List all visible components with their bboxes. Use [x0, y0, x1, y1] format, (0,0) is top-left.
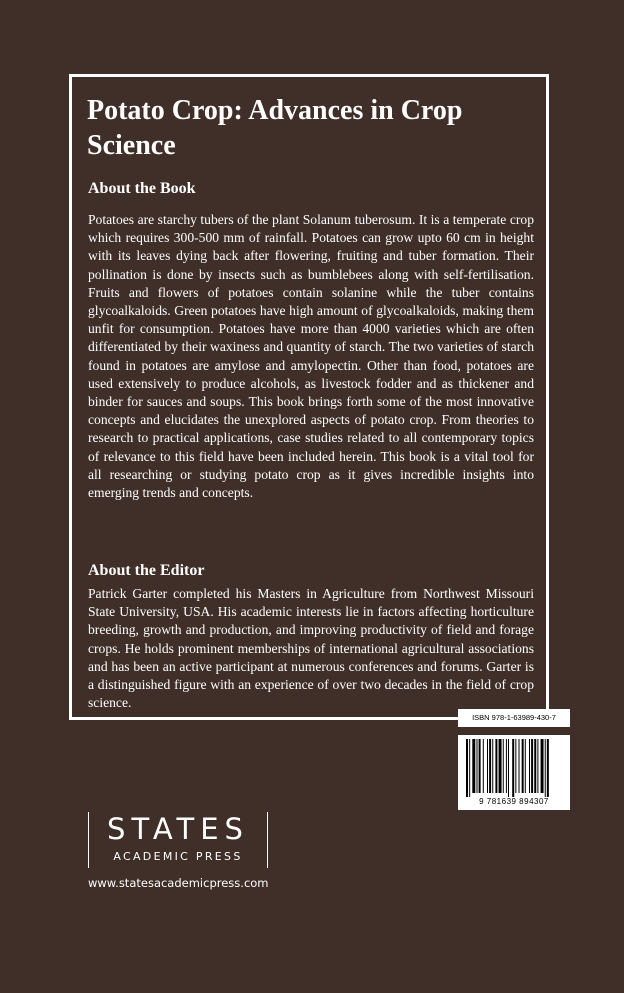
barcode-bar	[489, 739, 491, 793]
barcode-bar	[525, 739, 526, 793]
barcode-bar	[537, 739, 538, 793]
publisher-logo	[88, 812, 268, 870]
barcode-bar	[531, 739, 533, 793]
barcode-bar	[492, 739, 493, 793]
barcode-bar	[466, 739, 468, 797]
barcode-bar	[545, 739, 546, 797]
barcode-bar	[508, 739, 509, 797]
barcode-bar	[534, 739, 536, 793]
about-book-text: Potatoes are starchy tubers of the plant Solanum tuberosum. It is a temperate crop which requires 300-500 mm of rainfall. Potatoes can grow upto 60 cm in height with its leaves dying back after flowering, fruiting and tuber formation. Their pollination is done by insects such as bumblebees along with self-fertilisation. Fruits and flowers of potatoes contain solanine while the tuber contains glycoalkaloids. Green potatoes have high amount of glycoalkaloids, making them unfit for consumption. Potatoes have more than 4000 varieties which are often differentiated by their waxiness and quantity of starch. The two varieties of starch found in potatoes are amylose and amylopectin. Other than food, potatoes are used extensively to produce alcohols, as livestock fodder and as thickener and binder for sauces and soups. This book brings forth some of the most innovative concepts and elucidates the unexplored aspects of potato crop. From theories to research to practical applications, case studies related to all contemporary topics of relevance to this field have been included herein. This book is a vital tool for all researching or studying potato crop as it gives incredible insights into emerging trends and concepts.	[88, 212, 534, 501]
logo-left-rule	[88, 812, 89, 868]
about-editor-heading: About the Editor	[88, 562, 205, 579]
barcode-bar	[519, 739, 520, 793]
barcode-bar	[479, 739, 481, 793]
barcode-bar	[495, 739, 497, 793]
barcode-bar	[547, 739, 549, 797]
about-editor-text: Patrick Garter completed his Masters in Agriculture from Northwest Missouri State University, USA. His academic interests lie in factors affecting horticulture breeding, growth and production, and improving productivity of field and forage crops. He holds prominent memberships of international agricultural associations and has been an active participant at numerous conferences and forums. Garter is a distinguished figure with an experience of over two decades in the field of crop science.	[88, 586, 534, 711]
barcode-bar	[472, 739, 475, 793]
barcode-bar	[541, 739, 544, 793]
barcode-bar	[503, 739, 504, 793]
about-book-heading: About the Book	[88, 180, 196, 197]
barcode-bar	[477, 739, 478, 793]
barcode-bar	[522, 739, 524, 793]
barcode-bar	[487, 739, 488, 793]
barcode-digits: 9 781639 894307	[479, 797, 549, 806]
barcode-bar	[483, 739, 484, 793]
book-title: Potato Crop: Advances in Crop Science	[87, 95, 463, 161]
barcode-bar	[506, 739, 507, 793]
barcode-bar	[529, 739, 530, 793]
barcode-bar	[515, 739, 516, 793]
barcode-bars	[464, 739, 564, 797]
logo-right-rule	[267, 812, 268, 868]
barcode-bar	[469, 739, 470, 797]
publisher-subname: ACADEMIC PRESS	[113, 850, 243, 863]
publisher-website[interactable]: www.statesacademicpress.com	[88, 876, 269, 890]
publisher-name: STATES	[107, 812, 249, 846]
barcode-bar	[499, 739, 502, 793]
barcode	[458, 735, 570, 810]
isbn-label: ISBN 978-1-63989-430-7	[458, 709, 570, 727]
barcode-bar	[512, 739, 514, 797]
